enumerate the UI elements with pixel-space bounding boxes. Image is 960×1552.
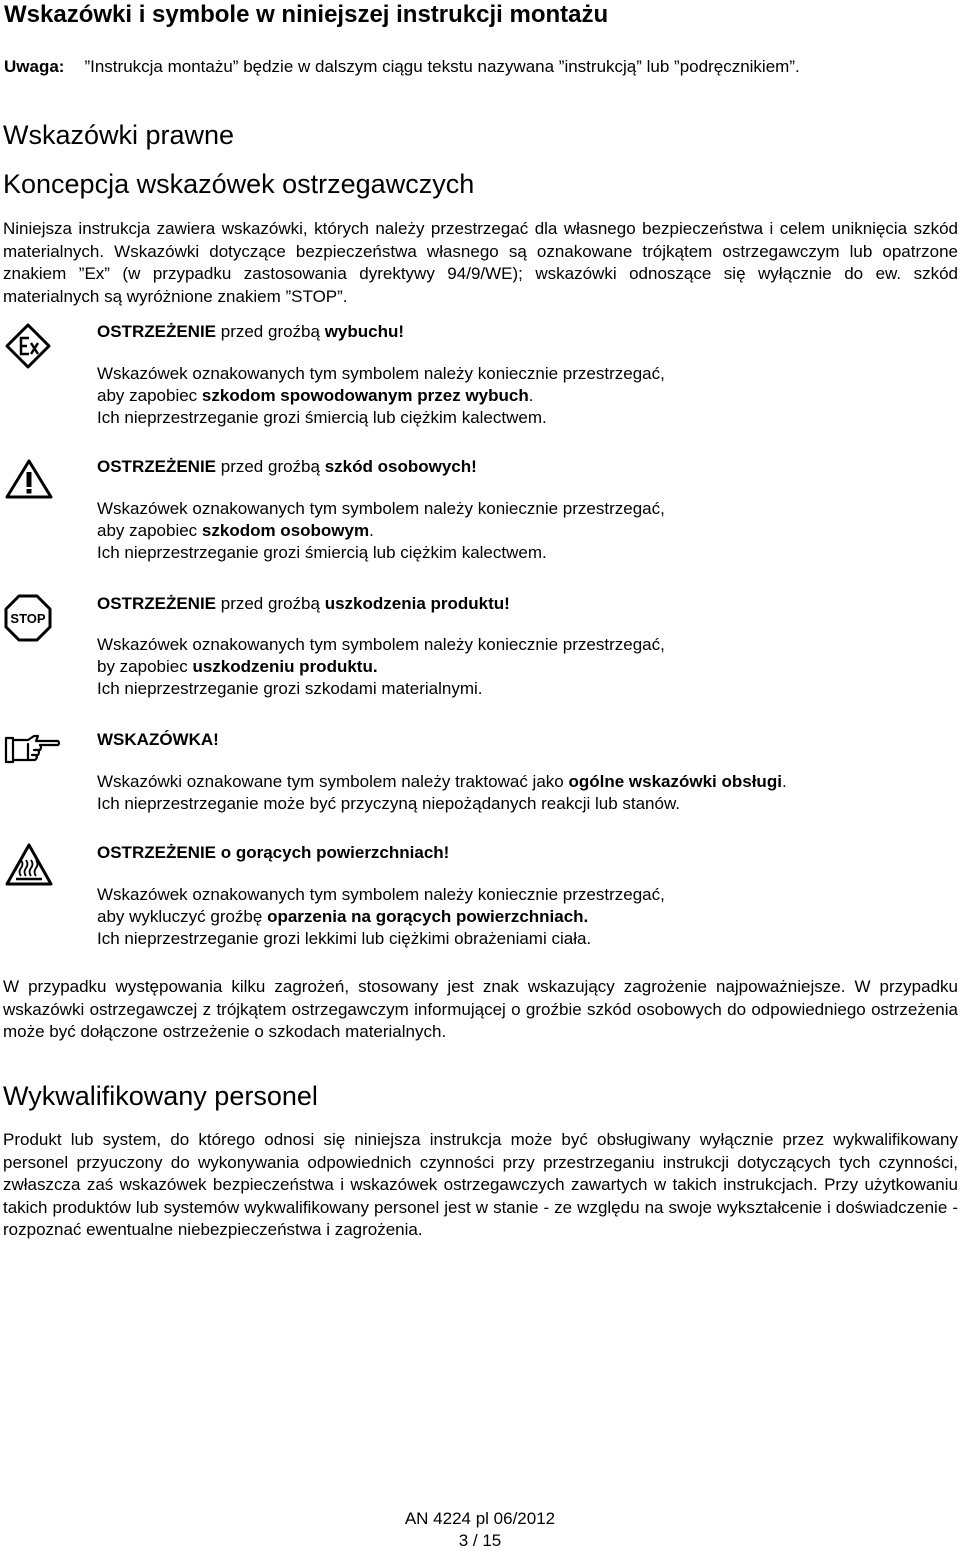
warning-concept-heading: Koncepcja wskazówek ostrzegawczych — [3, 169, 475, 199]
warning-text-personal: Wskazówek oznakowanych tym symbolem należy koniecznie przestrzegać, aby zapobiec szkodom osobowym. Ich nieprzestrzeganie grozi śmiercią lub ciężkim kalectwem. — [97, 499, 665, 562]
page-title: Wskazówki i symbole w niniejszej instrukcji montażu — [4, 1, 609, 28]
warning-triangle-icon — [4, 458, 54, 500]
hot-surface-title: OSTRZEŻENIE o gorących powierzchniach! — [97, 843, 450, 862]
hint-text: Wskazówki oznakowane tym symbolem należy traktować jako ogólne wskazówki obsługi. Ich nieprzestrzeganie może być przyczyną niepożądanych reakcji lub stanów. — [97, 772, 787, 813]
note-text: ”Instrukcja montażu” będzie w dalszym ciągu tekstu nazywana ”instrukcją” lub ”podręcznikiem”. — [84, 57, 800, 76]
multi-hazard-paragraph: W przypadku występowania kilku zagrożeń, stosowany jest znak wskazujący zagrożenie najpoważniejsze. W przypadku wskazówki ostrzegawczej z trójkątem ostrzegawczym informującej o groźbie szkód osobowych do odpowiedniego ostrzeżenia może być dołączone ostrzeżenie o szkodach materialnych. — [3, 977, 958, 1041]
personnel-heading: Wykwalifikowany personel — [3, 1081, 318, 1111]
warning-text-product: Wskazówek oznakowanych tym symbolem należy koniecznie przestrzegać, by zapobiec uszkodzeniu produktu. Ich nieprzestrzeganie grozi szkodami materialnymi. — [97, 635, 665, 698]
warning-title-explosion: OSTRZEŻENIE przed groźbą wybuchu! — [97, 322, 405, 341]
svg-text:STOP: STOP — [10, 611, 46, 626]
personnel-paragraph: Produkt lub system, do którego odnosi się niniejsza instrukcja może być obsługiwany wyłącznie przez wykwalifikowany personel przyuczony do wykonywania odpowiednich czynności przy przestrzeganiu instrukcji dotyczących tych czynności, zwłaszcza zaś wskazówek bezpieczeństwa i wskazówek ostrzegawczych zawartych w takich instrukcjach. Przy użytkowaniu takich produktów lub systemów wykwalifikowany personel jest w stanie - ze względu na swoje wykształcenie i doświadczenie - rozpoznać ewentualne niebezpieczeństwa i zagrożenia. — [3, 1130, 958, 1239]
note-label: Uwaga: — [4, 57, 65, 76]
intro-paragraph: Niniejsza instrukcja zawiera wskazówki, których należy przestrzegać dla własnego bezpieczeństwa i celem uniknięcia szkód materialnych. Wskazówki dotyczące bezpieczeństwa własnego są oznakowane trójkątem ostrzegawczym lub opatrzone znakiem ”Ex” (w przypadku zastosowania dyrektywy 94/9/WE); wskazówki odnoszące się wyłącznie do ew. szkód materialnych są wyróżnione znakiem ”STOP”. — [3, 219, 958, 306]
pointing-hand-icon — [4, 732, 62, 766]
footer-page-number: 3 / 15 — [458, 1531, 502, 1550]
warning-title-personal: OSTRZEŻENIE przed groźbą szkód osobowych! — [97, 457, 477, 476]
note — [4, 56, 800, 78]
hot-surface-text: Wskazówek oznakowanych tym symbolem należy koniecznie przestrzegać, aby wykluczyć groźbę oparzenia na gorących powierzchniach. Ich nieprzestrzeganie grozi lekkimi lub ciężkimi obrażeniami ciała. — [97, 885, 665, 948]
warning-title-product: OSTRZEŻENIE przed groźbą uszkodzenia produktu! — [97, 594, 510, 613]
warning-text-explosion: Wskazówek oznakowanych tym symbolem należy koniecznie przestrzegać, aby zapobiec szkodom spowodowanym przez wybuch. Ich nieprzestrzeganie grozi śmiercią lub ciężkim kalectwem. — [97, 364, 665, 427]
footer-doc-id: AN 4224 pl 06/2012 — [404, 1509, 556, 1528]
stop-sign-icon — [4, 594, 52, 642]
ex-explosion-icon — [5, 323, 51, 369]
hint-title: WSKAZÓWKA! — [97, 730, 219, 749]
hot-surface-icon — [4, 842, 54, 888]
legal-heading: Wskazówki prawne — [3, 120, 235, 150]
